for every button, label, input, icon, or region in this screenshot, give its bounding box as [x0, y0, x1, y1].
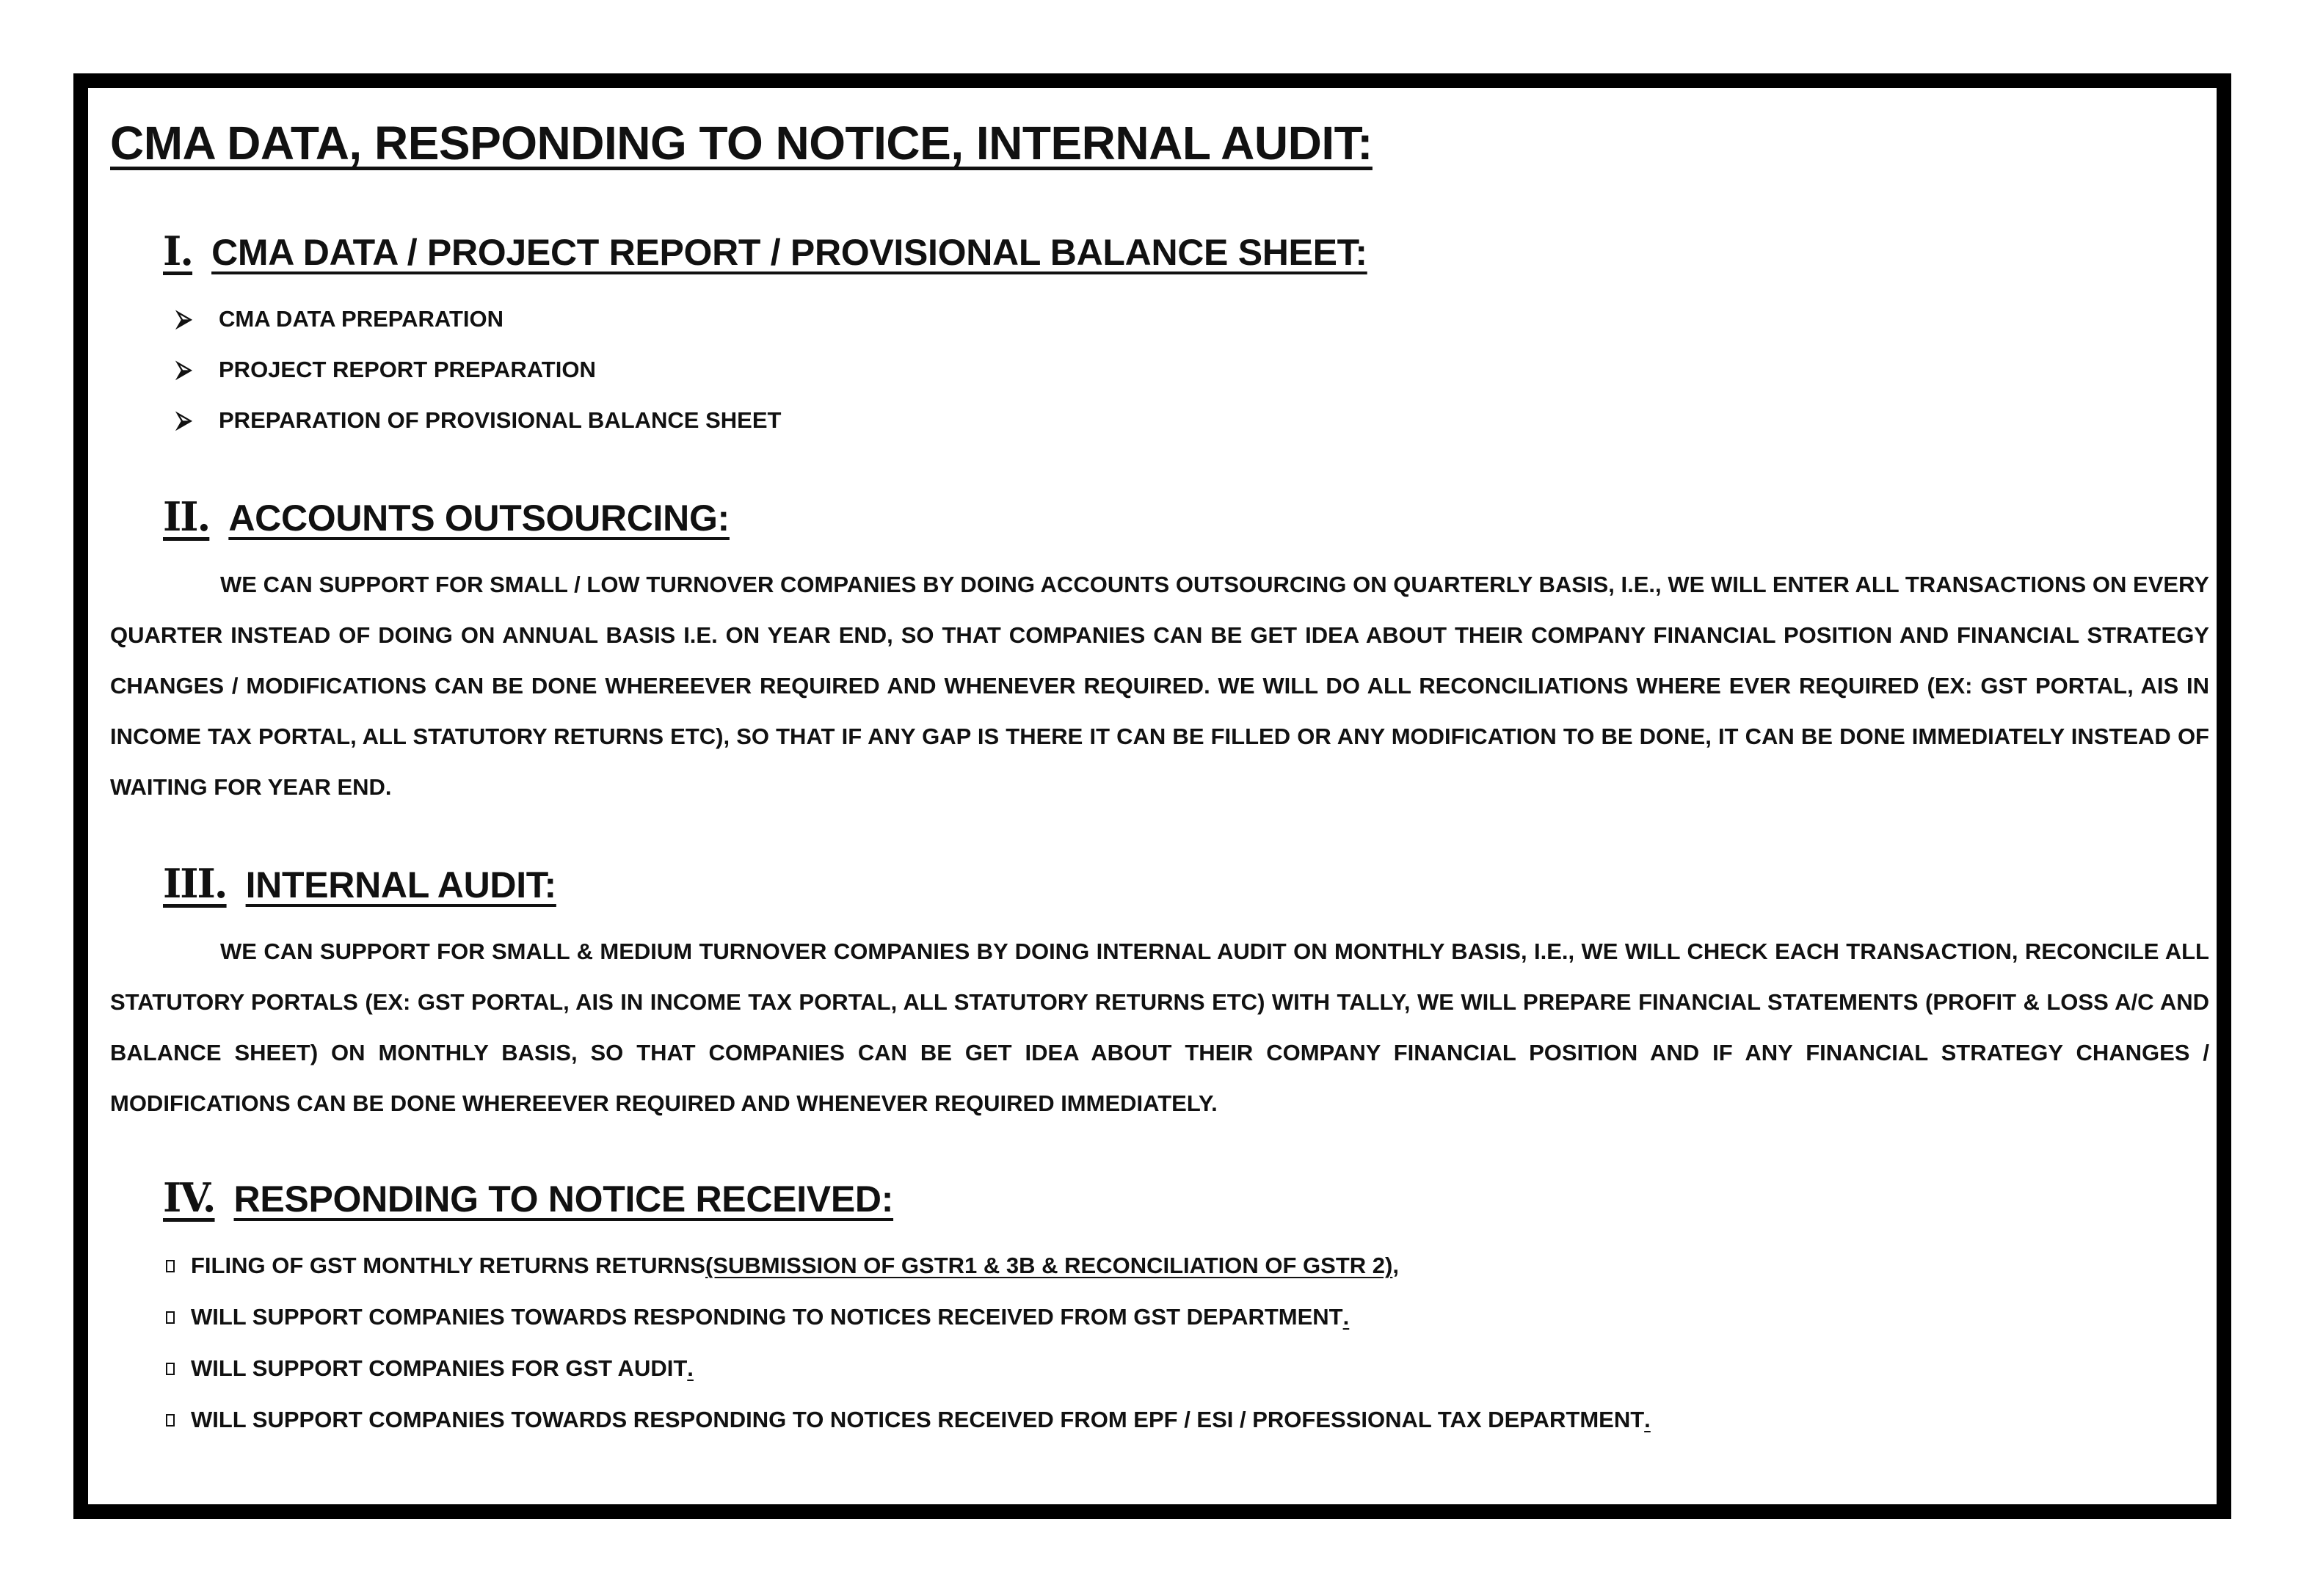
list-item-text: WILL SUPPORT COMPANIES FOR GST AUDIT [191, 1355, 688, 1381]
list-item [166, 1240, 1651, 1291]
section-3-heading [163, 860, 556, 907]
list-item [176, 344, 781, 395]
arrow-bullet-icon: ⮚ [176, 407, 192, 432]
list-item [166, 1343, 1651, 1394]
list-item-text: PREPARATION OF PROVISIONAL BALANCE SHEET [219, 407, 782, 433]
list-item-text: PROJECT REPORT PREPARATION [219, 356, 596, 382]
section-3-title: INTERNAL AUDIT: [245, 864, 556, 906]
section-2-heading [163, 493, 730, 540]
square-bullet-icon [166, 1363, 175, 1375]
section-4-title: RESPONDING TO NOTICE RECEIVED: [233, 1178, 894, 1220]
list-item [166, 1394, 1651, 1446]
list-item-underlined-text: (SUBMISSION OF GSTR1 & 3B & RECONCILIATION OF GSTR 2) [705, 1253, 1393, 1278]
section-4-heading [163, 1174, 893, 1221]
list-item-underlined-text: . [1342, 1304, 1350, 1330]
section-4-numeral: IV. [163, 1174, 215, 1221]
arrow-bullet-icon: ⮚ [176, 357, 192, 382]
list-item-text: FILING OF GST MONTHLY RETURNS RETURNS [191, 1253, 705, 1278]
section-3-numeral: III. [163, 860, 227, 907]
square-bullet-icon [166, 1260, 175, 1272]
section-3-paragraph: WE CAN SUPPORT FOR SMALL & MEDIUM TURNOVER COMPANIES BY DOING INTERNAL AUDIT ON MONTHLY BASIS, I.E., WE WILL CHECK EACH TRANSACTION, RECONCILE ALL STATUTORY PORTALS (EX: GST PORTAL, AIS IN INCOME TAX PORTAL, ALL STATUTORY RETURNS ETC) WITH TALLY, WE WILL PREPARE FINANCIAL STATEMENTS (PROFIT & LOSS A/C AND BALANCE SHEET) ON MONTHLY BASIS, SO THAT COMPANIES CAN BE GET IDEA ABOUT THEIR COMPANY FINANCIAL POSITION AND IF ANY FINANCIAL STRATEGY CHANGES / MODIFICATIONS CAN BE DONE WHEREEVER REQUIRED AND WHENEVER REQUIRED IMMEDIATELY. [110, 939, 2209, 1116]
list-item-underlined-text: . [687, 1355, 694, 1381]
page-title: CMA DATA, RESPONDING TO NOTICE, INTERNAL AUDIT: [110, 117, 1373, 170]
list-item-text: WILL SUPPORT COMPANIES TOWARDS RESPONDING TO NOTICES RECEIVED FROM GST DEPARTMENT [191, 1304, 1343, 1330]
list-item-tail: , [1392, 1253, 1399, 1278]
list-item-text: CMA DATA PREPARATION [219, 305, 504, 332]
list-item [176, 294, 781, 344]
section-1-heading [163, 227, 1367, 274]
section-1-numeral: I. [163, 227, 193, 274]
list-item [176, 395, 781, 445]
section-1-bullet-list [176, 294, 781, 445]
square-bullet-icon [166, 1311, 175, 1324]
square-bullet-icon [166, 1414, 175, 1426]
list-item [166, 1291, 1651, 1343]
section-2-title: ACCOUNTS OUTSOURCING: [228, 498, 730, 539]
list-item-underlined-text: . [1644, 1407, 1651, 1432]
section-1-title: CMA DATA / PROJECT REPORT / PROVISIONAL BALANCE SHEET: [211, 232, 1367, 273]
section-2-numeral: II. [163, 493, 210, 540]
section-4-item-list [166, 1240, 1651, 1446]
arrow-bullet-icon: ⮚ [176, 306, 192, 331]
list-item-text: WILL SUPPORT COMPANIES TOWARDS RESPONDING TO NOTICES RECEIVED FROM EPF / ESI / PROFESSIONAL TAX DEPARTMENT [191, 1407, 1645, 1432]
section-2-paragraph: WE CAN SUPPORT FOR SMALL / LOW TURNOVER COMPANIES BY DOING ACCOUNTS OUTSOURCING ON QUARTERLY BASIS, I.E., WE WILL ENTER ALL TRANSACTIONS ON EVERY QUARTER INSTEAD OF DOING ON ANNUAL BASIS I.E. ON YEAR END, SO THAT COMPANIES CAN BE GET IDEA ABOUT THEIR COMPANY FINANCIAL POSITION AND FINANCIAL STRATEGY CHANGES / MODIFICATIONS CAN BE DONE WHEREEVER REQUIRED AND WHENEVER REQUIRED. WE WILL DO ALL RECONCILIATIONS WHERE EVER REQUIRED (EX: GST PORTAL, AIS IN INCOME TAX PORTAL, ALL STATUTORY RETURNS ETC), SO THAT IF ANY GAP IS THERE IT CAN BE FILLED OR ANY MODIFICATION TO BE DONE, IT CAN BE DONE IMMEDIATELY INSTEAD OF WAITING FOR YEAR END. [110, 572, 2209, 800]
